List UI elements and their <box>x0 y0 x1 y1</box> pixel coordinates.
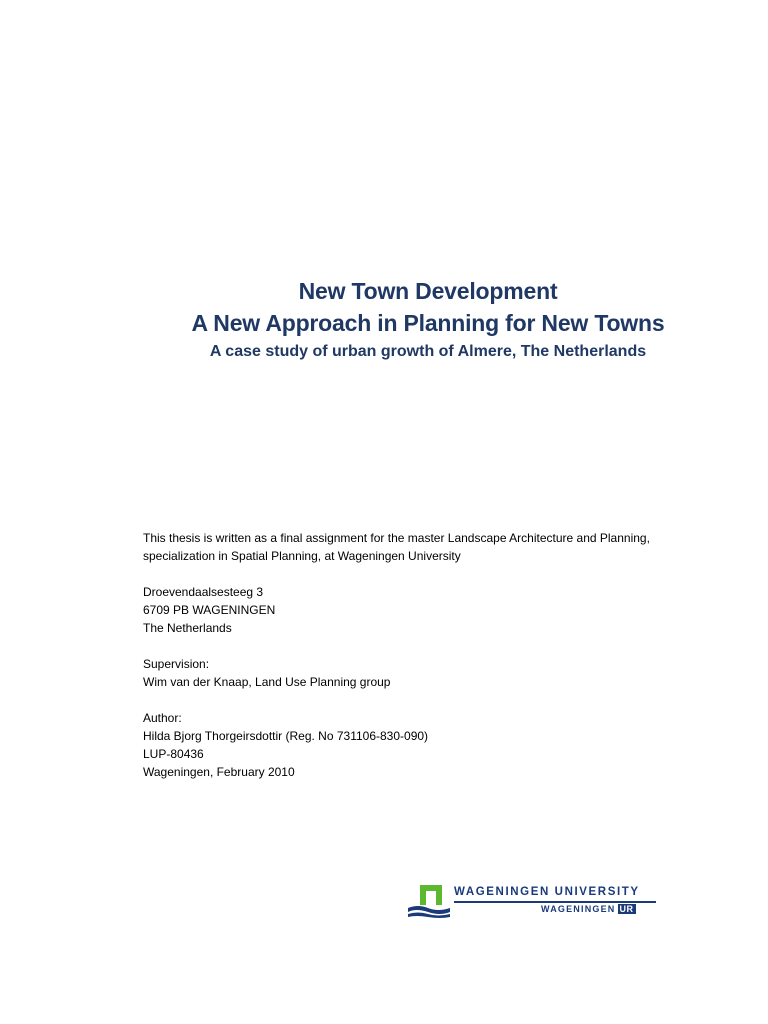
wageningen-university-logo <box>406 884 658 920</box>
author-place-date: Wageningen, February 2010 <box>143 765 295 779</box>
author-label: Author: <box>143 711 182 725</box>
supervision-block <box>143 655 723 691</box>
address-block <box>143 583 723 637</box>
author-name: Hilda Bjorg Thorgeirsdottir (Reg. No 731106-830-090) <box>143 729 429 743</box>
logo-wageningen-text: WAGENINGEN <box>541 904 616 914</box>
supervision-label: Supervision: <box>143 657 210 671</box>
wageningen-emblem-icon <box>406 884 452 920</box>
supervisor-name: Wim van der Knaap, Land Use Planning group <box>143 675 391 689</box>
intro-line-2: specialization in Spatial Planning, at Wageningen University <box>143 549 461 563</box>
logo-ur-badge: UR <box>619 904 634 914</box>
intro-line-1: This thesis is written as a final assignment for the master Landscape Architecture and Planning, <box>143 531 650 545</box>
thesis-info <box>143 529 723 799</box>
title-main: New Town Development <box>298 278 558 304</box>
title-case-study: A case study of urban growth of Almere, The Netherlands <box>209 343 647 360</box>
address-country: The Netherlands <box>143 621 232 635</box>
logo-university-text: WAGENINGEN UNIVERSITY <box>454 886 640 898</box>
logo-divider <box>454 901 656 903</box>
document-title <box>0 275 768 365</box>
author-code: LUP-80436 <box>143 747 204 761</box>
address-postal: 6709 PB WAGENINGEN <box>143 603 276 617</box>
title-subtitle: A New Approach in Planning for New Towns <box>191 310 665 336</box>
logo-ur-text <box>541 904 636 914</box>
address-street: Droevendaalsesteeg 3 <box>143 585 264 599</box>
intro-paragraph <box>143 529 723 565</box>
author-block <box>143 709 723 781</box>
